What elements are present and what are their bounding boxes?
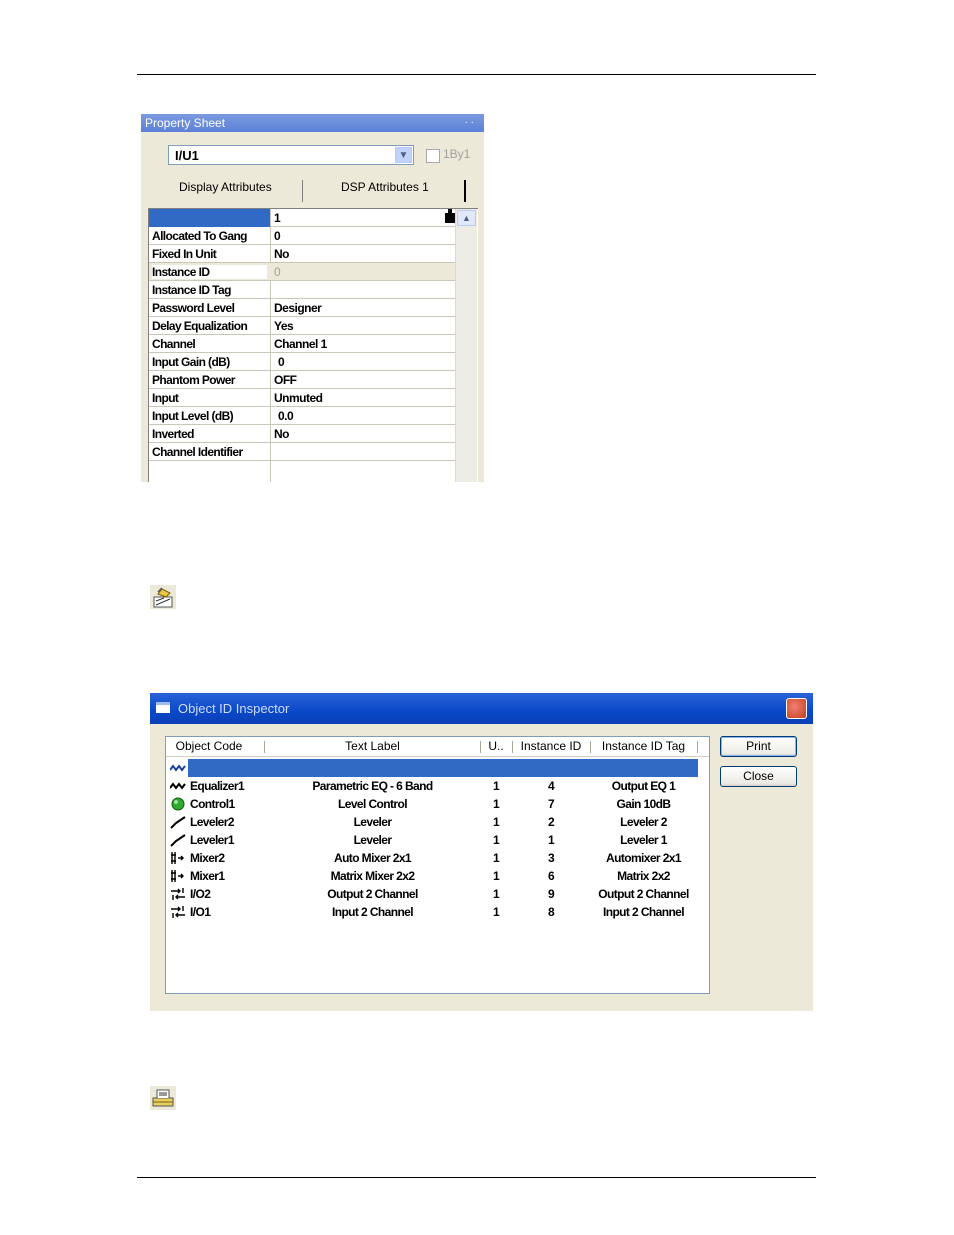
green-circle-icon [170, 797, 186, 811]
instance-id: 1 [547, 833, 555, 847]
window-icon [156, 702, 170, 713]
instance-id-tag: Leveler 1 [620, 833, 667, 847]
wave-icon [170, 761, 186, 775]
property-name: Channel [152, 337, 196, 351]
property-value[interactable]: 1 [274, 211, 281, 225]
object-inspector-title: Object ID Inspector [178, 701, 290, 716]
instance-id: 8 [547, 905, 555, 919]
mixer-icon [170, 869, 186, 883]
property-value[interactable]: Unmuted [274, 391, 323, 405]
text-label: Output 2 Channel [327, 887, 418, 901]
text-label: Leveler [353, 815, 392, 829]
property-name: Allocated To Gang [152, 229, 247, 243]
property-value: 0 [274, 265, 281, 279]
property-name: Channel Identifier [152, 445, 243, 459]
tab-display-attributes[interactable]: Display Attributes [179, 180, 272, 194]
property-name: Fixed In Unit [152, 247, 217, 261]
unit: 1 [492, 833, 500, 847]
instance-id: 4 [547, 779, 555, 793]
column-header-object-code[interactable]: Object Code [175, 739, 243, 753]
instance-id-tag: Matrix 2x2 [617, 869, 670, 883]
property-name: Instance ID Tag [152, 283, 231, 297]
column-header-text-label[interactable]: Text Label [345, 739, 400, 753]
property-row[interactable] [149, 245, 455, 263]
text-label: Matrix Mixer 2x2 [330, 869, 415, 883]
unit: 1 [492, 869, 500, 883]
instance-id-tag: Leveler 2 [620, 815, 667, 829]
column-header-unit[interactable]: U.. [488, 739, 504, 753]
instance-id: 7 [547, 797, 555, 811]
instance-id-tag: Output 2 Channel [598, 887, 689, 901]
instance-id-tag: Output EQ 1 [611, 779, 676, 793]
property-value[interactable]: Channel 1 [274, 337, 327, 351]
print-button[interactable]: Print [720, 736, 797, 757]
unit: 1 [492, 779, 500, 793]
unit: 1 [492, 815, 500, 829]
titlebar-dots: · · [464, 117, 474, 128]
table-row[interactable] [166, 849, 709, 867]
property-value[interactable]: No [274, 427, 289, 441]
property-value[interactable]: No [274, 247, 289, 261]
object-code: I/O1 [190, 905, 211, 919]
property-row[interactable] [149, 263, 455, 281]
property-name: Instance ID [152, 265, 267, 279]
object-code: Leveler1 [190, 833, 234, 847]
object-inspector-titlebar[interactable] [150, 693, 813, 724]
one-by-one-label: 1By1 [443, 147, 471, 161]
property-name: Phantom Power [152, 373, 235, 387]
header-separator[interactable] [697, 741, 698, 753]
object-code: Mixer1 [190, 869, 225, 883]
unit: 1 [492, 851, 500, 865]
print-report-tool-icon[interactable] [150, 1086, 176, 1110]
property-sheet-titlebar[interactable] [141, 114, 484, 132]
instance-id: 6 [547, 869, 555, 883]
table-row[interactable] [166, 867, 709, 885]
property-row[interactable] [149, 371, 455, 389]
table-row[interactable] [166, 795, 709, 813]
unit: 1 [492, 797, 500, 811]
object-list [165, 736, 710, 994]
object-select-value: I/U1 [175, 148, 199, 163]
property-name: Inverted [152, 427, 194, 441]
property-name: Password Level [152, 301, 235, 315]
close-button[interactable]: Close [720, 766, 797, 787]
instance-id: 2 [547, 815, 555, 829]
io-icon [170, 887, 186, 901]
table-row[interactable] [166, 759, 709, 777]
text-label: Auto Mixer 2x1 [334, 851, 411, 865]
footer-rule [137, 1177, 816, 1178]
property-sheet-title: Property Sheet [145, 116, 226, 130]
table-row[interactable] [166, 885, 709, 903]
property-row[interactable] [149, 353, 455, 371]
property-row[interactable] [149, 425, 455, 443]
object-inspector-tool-icon[interactable] [150, 585, 176, 609]
property-sheet-window [141, 114, 484, 482]
table-row[interactable] [166, 777, 709, 795]
instance-id-tag: Automixer 2x1 [606, 851, 681, 865]
text-label: Level Control [338, 797, 407, 811]
object-code: Equalizer1 [190, 779, 245, 793]
property-row[interactable] [149, 389, 455, 407]
leveler-icon [170, 815, 186, 829]
property-value[interactable]: 0.0 [278, 409, 294, 423]
text-label: Parametric EQ - 6 Band [312, 779, 433, 793]
tab-separator [464, 180, 466, 202]
column-header-instance-id[interactable]: Instance ID [520, 739, 582, 753]
table-row[interactable] [166, 813, 709, 831]
unit: 1 [492, 905, 500, 919]
property-value[interactable]: OFF [274, 373, 297, 387]
object-code: Control1 [190, 797, 235, 811]
one-by-one-checkbox[interactable] [426, 149, 440, 163]
header-rule [137, 74, 816, 75]
io-icon [170, 905, 186, 919]
wave-icon [170, 779, 186, 793]
instance-id-tag: Input 2 Channel [602, 905, 684, 919]
text-label: Leveler [353, 833, 392, 847]
column-header-instance-id-tag[interactable]: Instance ID Tag [601, 739, 686, 753]
property-value[interactable]: Yes [274, 319, 294, 333]
tab-dsp-attributes[interactable]: DSP Attributes 1 [341, 180, 429, 194]
property-value[interactable]: 0 [278, 355, 285, 369]
scroll-up-icon[interactable]: ▲ [457, 210, 476, 226]
property-value[interactable]: 0 [274, 229, 281, 243]
property-row[interactable] [149, 227, 455, 245]
text-label: Input 2 Channel [331, 905, 413, 919]
close-icon[interactable] [786, 698, 807, 719]
property-row[interactable] [149, 317, 455, 335]
unit: 1 [492, 887, 500, 901]
object-code: Leveler2 [190, 815, 234, 829]
selected-property-name [149, 209, 270, 227]
instance-id: 3 [547, 851, 555, 865]
chevron-down-icon[interactable]: ▼ [395, 147, 412, 163]
object-id-inspector-window [150, 693, 813, 1011]
table-row[interactable] [166, 831, 709, 849]
mixer-icon [170, 851, 186, 865]
table-row[interactable] [166, 903, 709, 921]
object-code: I/O2 [190, 887, 211, 901]
property-row[interactable] [149, 407, 455, 425]
instance-id-tag: Gain 10dB [616, 797, 671, 811]
leveler-icon [170, 833, 186, 847]
property-row[interactable] [149, 299, 455, 317]
property-grid [148, 208, 478, 482]
property-row[interactable] [149, 281, 455, 299]
expand-icon[interactable] [445, 209, 455, 223]
object-code: Mixer2 [190, 851, 225, 865]
property-name: Input Level (dB) [152, 409, 234, 423]
property-name: Input Gain (dB) [152, 355, 230, 369]
object-select[interactable] [168, 145, 414, 165]
property-row[interactable] [149, 209, 455, 227]
property-grid-scrollbar[interactable] [455, 209, 477, 482]
property-name: Input [152, 391, 179, 405]
property-row[interactable] [149, 335, 455, 353]
selected-row-highlight [188, 759, 698, 777]
property-row[interactable] [149, 443, 455, 461]
header-divider [166, 756, 709, 757]
tab-separator [302, 180, 303, 202]
property-value[interactable]: Designer [274, 301, 322, 315]
property-name: Delay Equalization [152, 319, 248, 333]
instance-id: 9 [547, 887, 555, 901]
